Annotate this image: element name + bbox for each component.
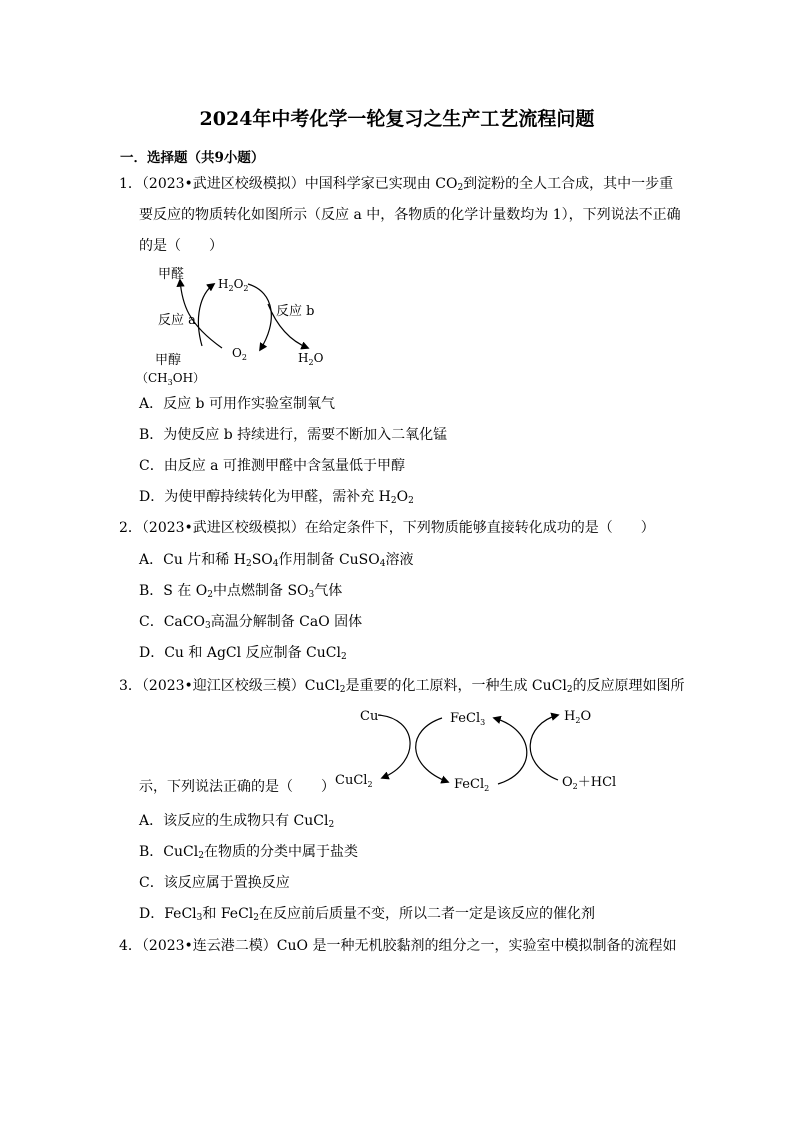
cu-label: Cu [360,709,379,724]
cu-to-cucl2-arrow [378,715,410,778]
fecl2-to-fecl3-arrow [494,718,527,784]
fecl3-label: FeCl$_3$ [450,711,486,727]
q3-option-d: D．FeCl$_3$和 FeCl$_2$在反应前后质量不变，所以二者一定是该反应的催化剂 [139,906,595,923]
q2-option-c: C．CaCO$_3$高温分解制备 CaO 固体 [139,614,363,631]
q3-h2o-label: $H_2O$ [564,709,592,725]
section-heading: 一．选择题（共9小题） [120,150,265,166]
q1-option-b: B．为使反应 b 持续进行，需要不断加入二氧化锰 [139,427,448,443]
page-title: 2024年中考化学一轮复习之生产工艺流程问题 [199,108,595,130]
q1-stem-line-2: 要反应的物质转化如图所示（反应 a 中，各物质的化学计量数均为 1），下列说法不正确 [139,207,681,223]
q3-stem-line-1: 3．（2023•迎江区校级三模）CuCl$_2$是重要的化工原料，一种生成 CuCl$_2$的反应原理如图所 [119,678,685,695]
q3-option-b: B．CuCl$_2$在物质的分类中属于盐类 [139,844,358,861]
h2o-label: $H_2O$ [298,351,324,367]
reaction-b-label: 反应 b [276,304,315,319]
q2-stem-line-1: 2．（2023•武进区校级模拟）在给定条件下，下列物质能够直接转化成功的是（ ） [119,520,655,536]
q1-option-d: D．为使甲醇持续转化为甲醛，需补充 $H_2O_2$ [139,489,414,506]
reaction-b-o2-arrow [248,284,271,350]
q1-option-c: C．由反应 a 可推测甲醛中含氢量低于甲醇 [139,458,405,474]
fecl3-to-fecl2-arrow [416,718,448,782]
q2-option-a: A．Cu 片和稀 $H_2SO_4$作用制备 CuSO$_4$溶液 [139,552,414,569]
q1-stem-line-1: 1．（2023•武进区校级模拟）中国科学家已实现由 $CO_2$到淀粉的全人工合成，其中一步重 [119,176,674,193]
methanol-label: 甲醇 [155,353,182,368]
q2-option-d: D．Cu 和 AgCl 反应制备 CuCl$_2$ [139,645,347,662]
o2-hcl-label: $O_2+HCl$ [562,775,617,791]
o2-hcl-to-h2o-arrow [530,715,558,780]
q3-option-c: C．该反应属于置换反应 [139,875,290,891]
q3-option-a: A．该反应的生成物只有 CuCl$_2$ [139,813,335,830]
reaction-a-label: 反应 a [158,313,196,328]
formaldehyde-label: 甲醛 [158,267,185,282]
q1-stem-line-3: 的是（ ） [139,238,223,254]
cucl2-label: CuCl$_2$ [335,773,373,789]
fecl2-label: FeCl$_2$ [454,777,490,793]
o2-label: $O_2$ [232,346,247,362]
q2-option-b: B．S 在 $O_2$中点燃制备 $SO_3$气体 [139,583,343,600]
q4-stem-line-1: 4．（2023•连云港二模）CuO 是一种无机胶黏剂的组分之一，实验室中模拟制备的流程如 [119,938,677,954]
methanol-formula: $(CH_3OH)$ [136,371,206,387]
h2o2-label: $H_2O_2$ [218,277,249,293]
q1-option-a: A．反应 b 可用作实验室制氧气 [139,396,335,412]
reaction-a-input-arrow [198,284,214,346]
q1-reaction-diagram [130,262,360,387]
q3-stem-line-2: 示，下列说法正确的是（ ） [139,779,335,795]
q3-reaction-diagram [330,700,640,800]
